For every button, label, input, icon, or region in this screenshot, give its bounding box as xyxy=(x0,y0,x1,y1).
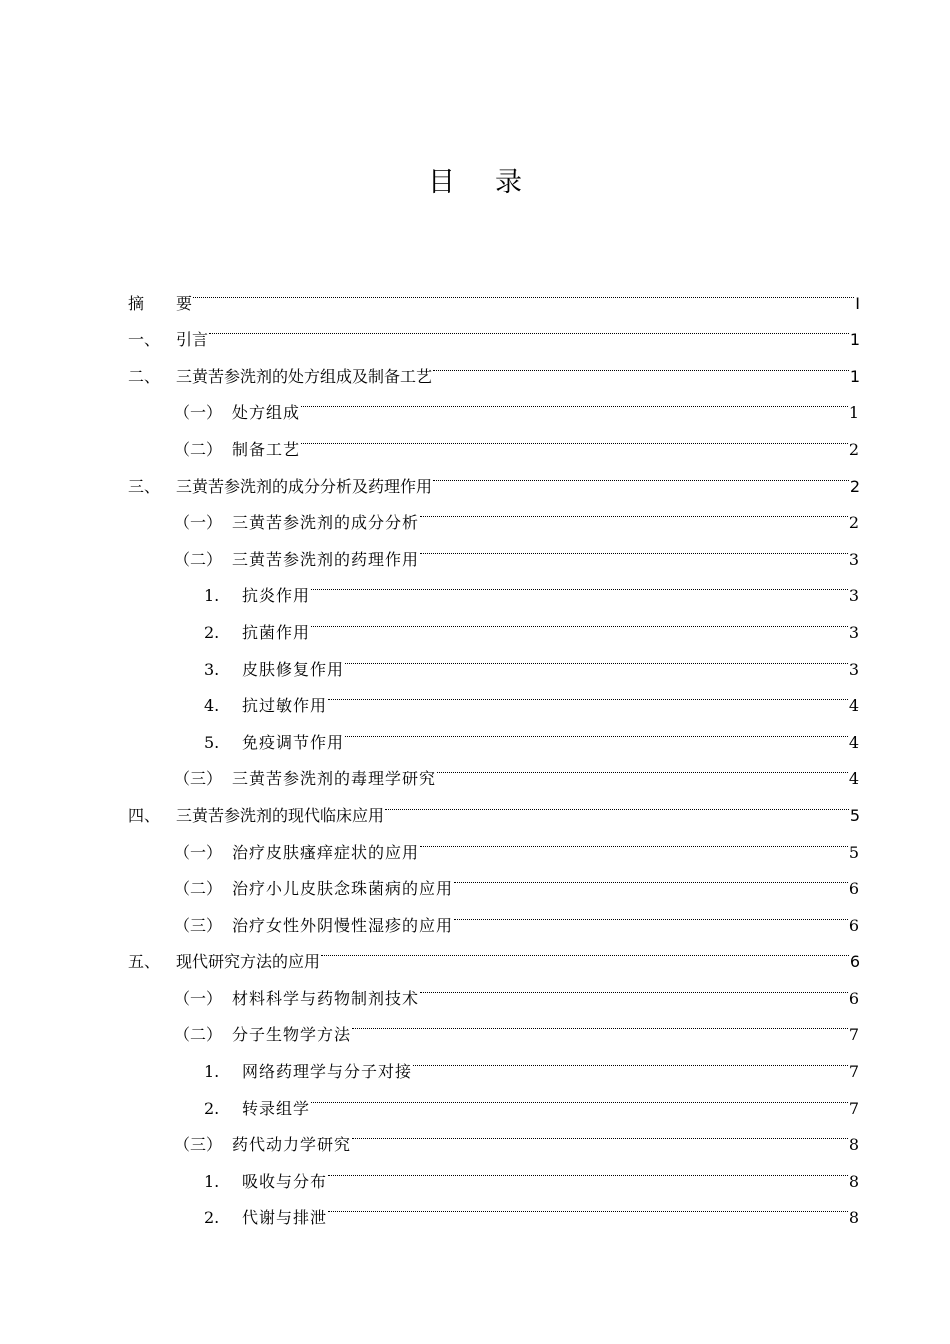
toc-entry-title: 三黄苦参洗剂的药理作用 xyxy=(232,549,420,569)
toc-entry-page: 8 xyxy=(848,1171,860,1191)
toc-entry-number: （一） xyxy=(174,403,223,423)
toc-entry-page: 3 xyxy=(848,586,860,606)
toc-entry-title: 现代研究方法的应用 xyxy=(176,952,321,972)
toc-entry-number: （二） xyxy=(174,549,223,569)
toc-entry-page: 7 xyxy=(848,1062,860,1082)
toc-entry-page: 2 xyxy=(848,439,860,459)
toc-entry-number: 1. xyxy=(204,586,220,606)
toc-entry-page: 6 xyxy=(848,915,860,935)
toc-entry-number: 二、 xyxy=(128,366,161,386)
dot-leader xyxy=(385,784,849,821)
toc-entry-title: 三黄苦参洗剂的现代临床应用 xyxy=(176,805,385,825)
toc-entry-page: 5 xyxy=(848,842,860,862)
toc-entry-number: （三） xyxy=(174,915,223,935)
toc-entry-number: 5. xyxy=(204,732,220,752)
dot-leader xyxy=(193,272,854,309)
dot-leader xyxy=(301,382,848,419)
dot-leader xyxy=(345,711,848,748)
toc-entry-page: I xyxy=(855,293,860,313)
toc-entry-title: 引言 xyxy=(176,330,209,350)
dot-leader xyxy=(328,1150,848,1187)
toc-entry-number: 1. xyxy=(204,1062,220,1082)
toc-entry-page: 3 xyxy=(848,549,860,569)
dot-leader xyxy=(437,748,848,785)
toc-entry-page: 6 xyxy=(848,988,860,1008)
toc-entry-title: 治疗小儿皮肤念珠菌病的应用 xyxy=(232,879,454,899)
dot-leader xyxy=(454,858,848,895)
dot-leader xyxy=(328,675,848,712)
dot-leader xyxy=(328,1187,848,1224)
dot-leader xyxy=(420,492,848,529)
toc-entry-number: 2. xyxy=(204,1098,220,1118)
toc-entry-page: 2 xyxy=(849,476,860,496)
toc-entry[interactable] xyxy=(128,309,860,350)
toc-entry-number: 4. xyxy=(204,696,220,716)
toc-entry-title: 免疫调节作用 xyxy=(242,732,345,752)
toc-entry-number: （二） xyxy=(174,1025,223,1045)
toc-entry-page: 6 xyxy=(848,879,860,899)
toc-entry-title: 分子生物学方法 xyxy=(232,1025,352,1045)
toc-entry-title: 三黄苦参洗剂的成分分析 xyxy=(232,513,420,533)
toc-entry-title: 皮肤修复作用 xyxy=(242,659,345,679)
toc-entry-page: 2 xyxy=(848,513,860,533)
dot-leader xyxy=(420,528,848,565)
dot-leader xyxy=(454,894,848,931)
toc-entry-number: 2. xyxy=(204,1208,220,1228)
toc-entry-page: 8 xyxy=(848,1208,860,1228)
dot-leader xyxy=(311,1077,848,1114)
dot-leader xyxy=(311,601,848,638)
dot-leader xyxy=(311,565,848,602)
toc-entry-title: 代谢与排泄 xyxy=(242,1208,328,1228)
toc-entry-number: 三、 xyxy=(128,476,161,496)
toc-entry-page: 4 xyxy=(848,732,860,752)
toc-entry-page: 1 xyxy=(848,403,860,423)
dot-leader xyxy=(413,1040,848,1077)
toc-entry-title: 抗菌作用 xyxy=(242,622,311,642)
toc-entry-number: 1. xyxy=(204,1171,220,1191)
page-title: 目录 xyxy=(428,167,562,198)
dot-leader xyxy=(433,345,849,382)
table-of-contents xyxy=(128,272,860,1228)
toc-entry-number: 2. xyxy=(204,622,220,642)
toc-entry-number: （二） xyxy=(174,879,223,899)
dot-leader xyxy=(209,309,849,346)
toc-entry-number: 3. xyxy=(204,659,220,679)
toc-entry-number: （二） xyxy=(174,439,223,459)
toc-entry-title: 治疗皮肤瘙痒症状的应用 xyxy=(232,842,420,862)
toc-entry-page: 7 xyxy=(848,1098,860,1118)
dot-leader xyxy=(433,455,849,492)
dot-leader xyxy=(420,967,848,1004)
toc-entry-title: 转录组学 xyxy=(242,1098,311,1118)
toc-entry-number: 一、 xyxy=(128,330,161,350)
toc-entry-number: （三） xyxy=(174,1135,223,1155)
dot-leader xyxy=(301,418,848,455)
toc-entry-title: 抗炎作用 xyxy=(242,586,311,606)
toc-entry-title: 处方组成 xyxy=(232,403,301,423)
toc-entry-title: 三黄苦参洗剂的处方组成及制备工艺 xyxy=(176,366,433,386)
toc-entry-number: （一） xyxy=(174,988,223,1008)
toc-entry[interactable] xyxy=(128,345,860,386)
toc-entry-title: 吸收与分布 xyxy=(242,1171,328,1191)
toc-entry-page: 8 xyxy=(848,1135,860,1155)
toc-entry-title: 三黄苦参洗剂的毒理学研究 xyxy=(232,769,437,789)
dot-leader xyxy=(321,931,849,968)
toc-entry-page: 4 xyxy=(848,769,860,789)
toc-entry-title: 抗过敏作用 xyxy=(242,696,328,716)
toc-entry-page: 4 xyxy=(848,696,860,716)
dot-leader xyxy=(352,1004,848,1041)
toc-entry-number: 五、 xyxy=(128,952,161,972)
dot-leader xyxy=(352,1114,848,1151)
toc-entry-number: （一） xyxy=(174,842,223,862)
toc-entry-number: 四、 xyxy=(128,805,161,825)
toc-entry-page: 1 xyxy=(849,366,860,386)
toc-entry-page: 5 xyxy=(849,805,860,825)
toc-entry-title: 要 xyxy=(176,293,193,313)
dot-leader xyxy=(420,821,848,858)
toc-entry-title: 药代动力学研究 xyxy=(232,1135,352,1155)
toc-entry-title: 网络药理学与分子对接 xyxy=(242,1062,413,1082)
toc-entry-number: （三） xyxy=(174,769,223,789)
toc-entry-title: 治疗女性外阴慢性湿疹的应用 xyxy=(232,915,454,935)
dot-leader xyxy=(345,638,848,675)
toc-entry-number: （一） xyxy=(174,513,223,533)
toc-entry-page: 3 xyxy=(848,622,860,642)
toc-entry-page: 1 xyxy=(849,330,860,350)
toc-entry-title: 材料科学与药物制剂技术 xyxy=(232,988,420,1008)
toc-entry-number: 摘 xyxy=(128,293,145,313)
toc-entry-page: 6 xyxy=(849,952,860,972)
toc-entry-title: 制备工艺 xyxy=(232,439,301,459)
toc-entry-title: 三黄苦参洗剂的成分分析及药理作用 xyxy=(176,476,433,496)
toc-entry[interactable] xyxy=(128,272,860,313)
toc-entry-page: 3 xyxy=(848,659,860,679)
toc-entry-page: 7 xyxy=(848,1025,860,1045)
